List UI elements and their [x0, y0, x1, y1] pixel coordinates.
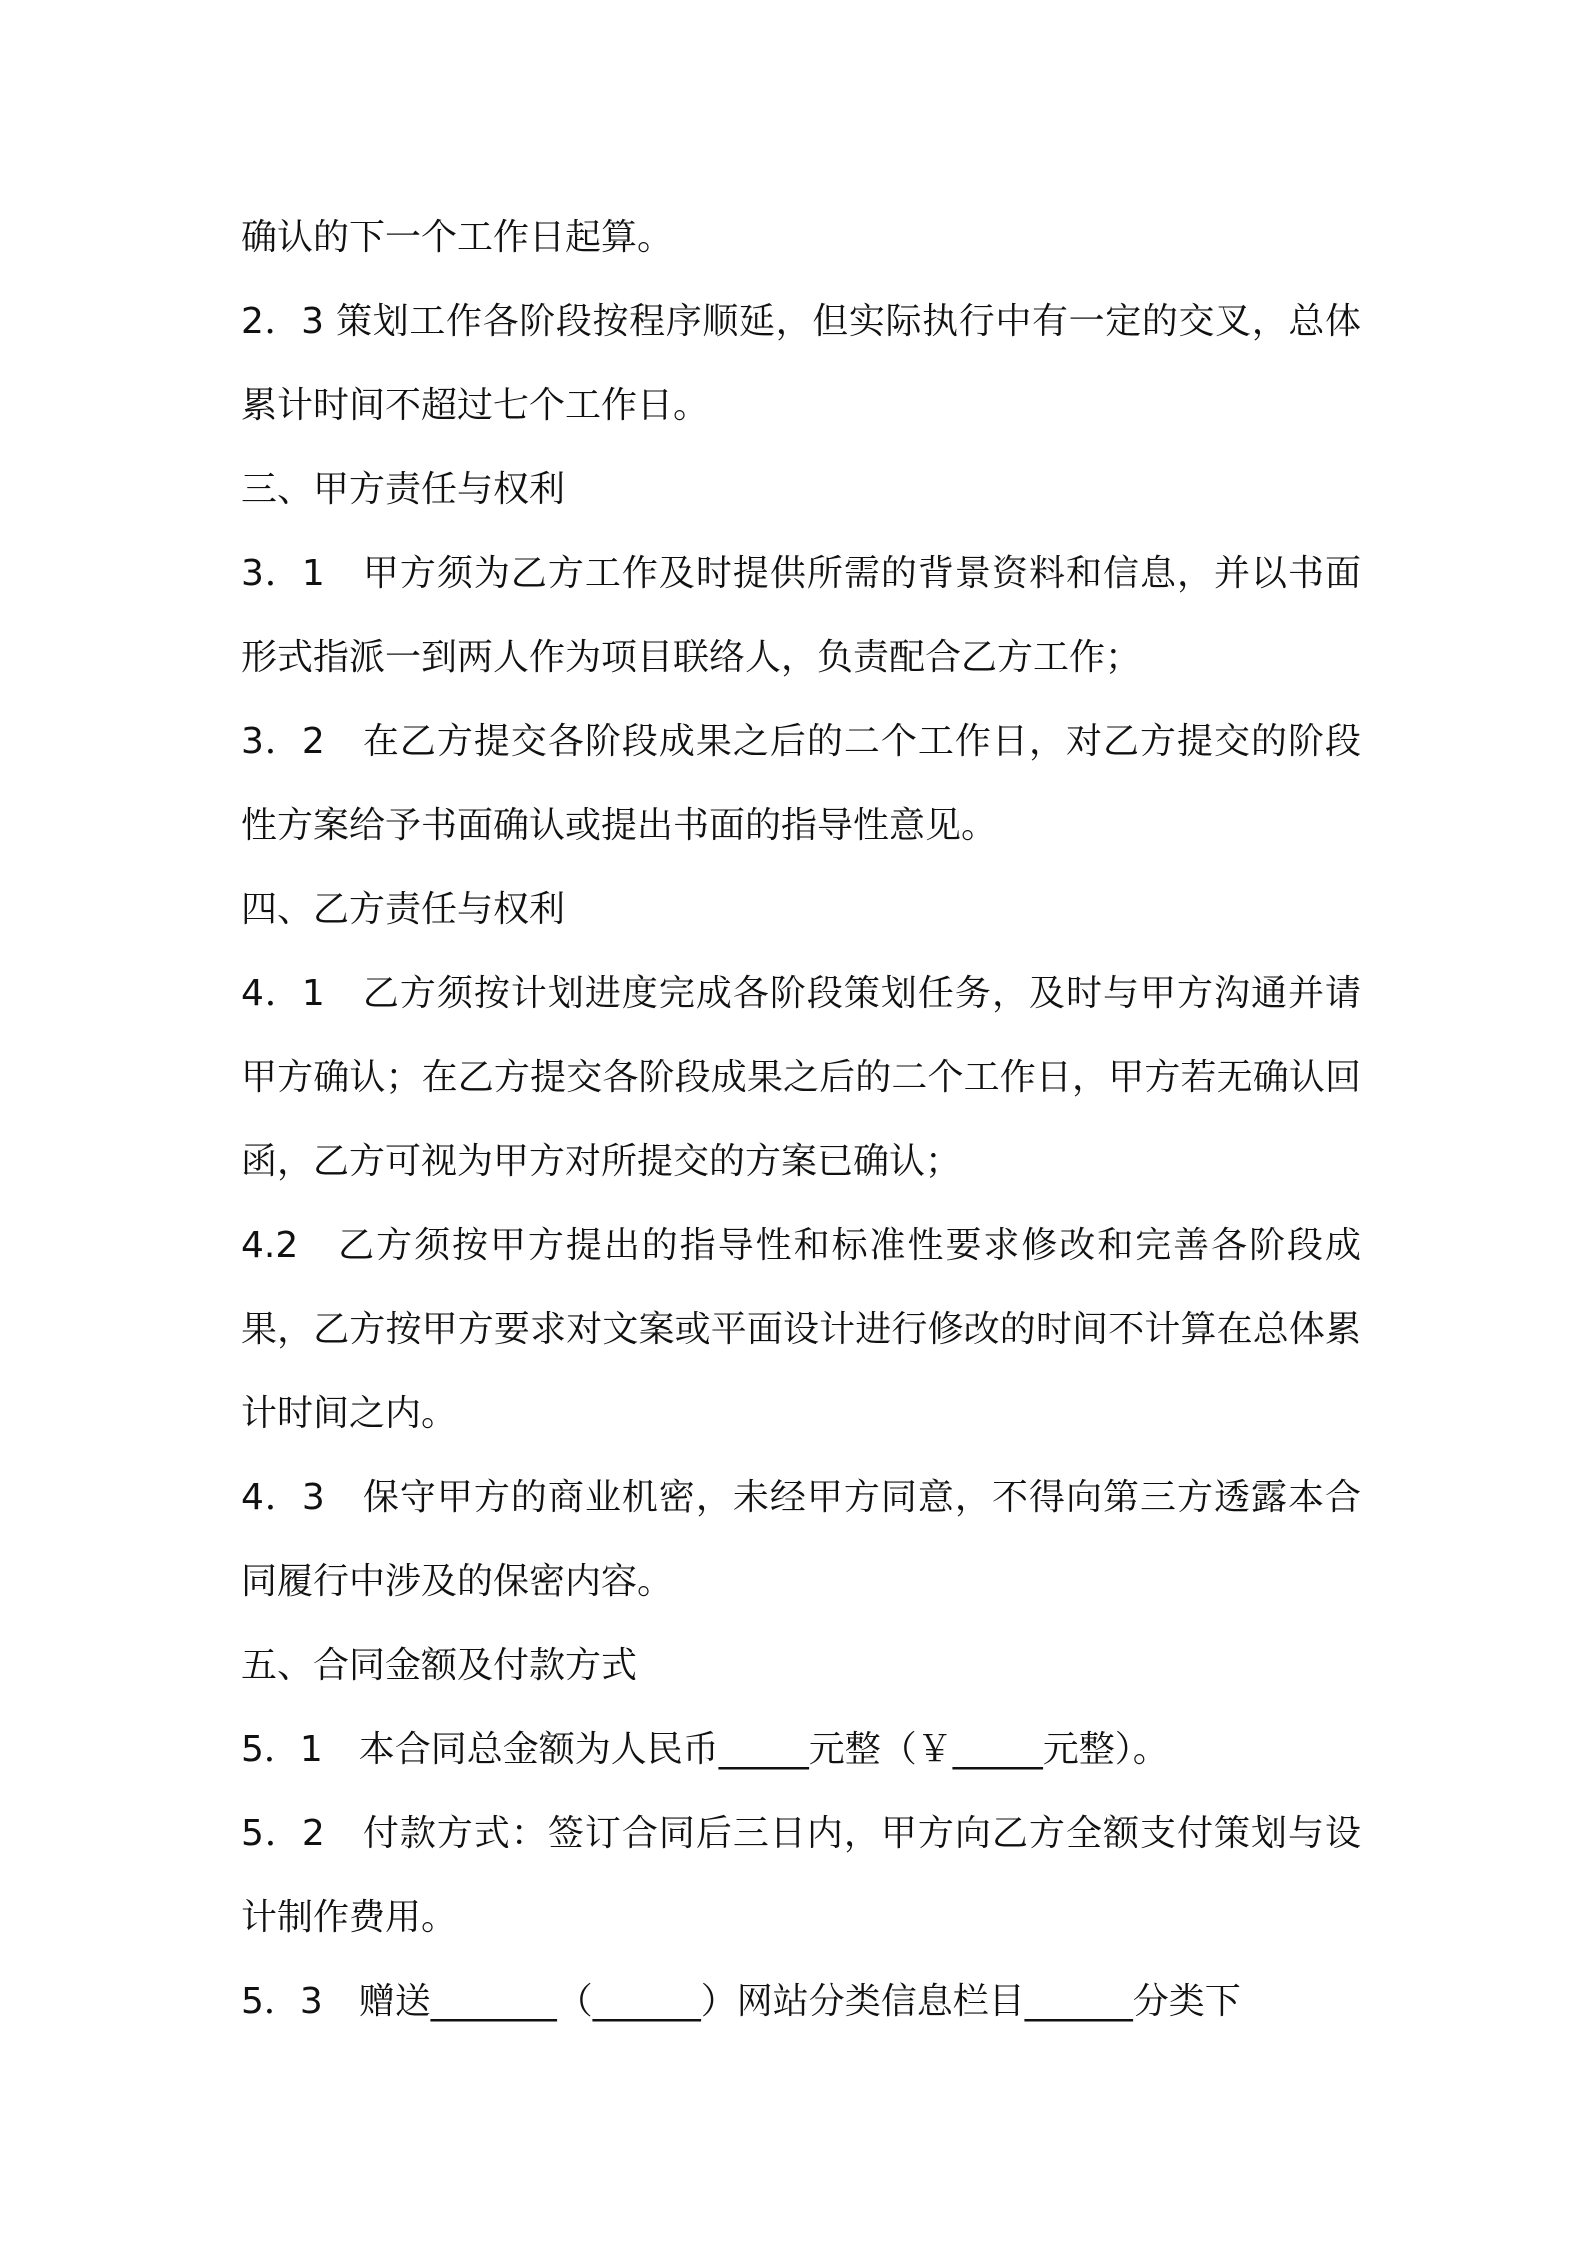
- clause-2-3: 2．3 策划工作各阶段按程序顺延，但实际执行中有一定的交叉，总体累计时间不超过七个工作日。: [241, 301, 1361, 426]
- clause-5-3: 5．3 赠送_______（______）网站分类信息栏目______分类下: [241, 1981, 1241, 2022]
- clause-3-1: 3．1 甲方须为乙方工作及时提供所需的背景资料和信息，并以书面形式指派一到两人作为项目联络人，负责配合乙方工作；: [241, 553, 1361, 678]
- clause-3-2: 3．2 在乙方提交各阶段成果之后的二个工作日，对乙方提交的阶段性方案给予书面确认或提出书面的指导性意见。: [241, 721, 1361, 846]
- clause-4-1: 4．1 乙方须按计划进度完成各阶段策划任务，及时与甲方沟通并请甲方确认；在乙方提交各阶段成果之后的二个工作日，甲方若无确认回函，乙方可视为甲方对所提交的方案已确认；: [241, 973, 1361, 1182]
- section-heading-4: 四、乙方责任与权利: [241, 889, 566, 930]
- clause-5-1: 5．1 本合同总金额为人民币_____元整（￥_____元整）。: [241, 1729, 1169, 1770]
- clause-5-2: 5．2 付款方式：签订合同后三日内，甲方向乙方全额支付策划与设计制作费用。: [241, 1813, 1361, 1938]
- clause-4-3: 4．3 保守甲方的商业机密，未经甲方同意，不得向第三方透露本合同履行中涉及的保密内容。: [241, 1477, 1361, 1602]
- section-heading-3: 三、甲方责任与权利: [241, 469, 566, 510]
- document-body: [241, 196, 1361, 2044]
- clause-4-2: 4.2 乙方须按甲方提出的指导性和标准性要求修改和完善各阶段成果，乙方按甲方要求对文案或平面设计进行修改的时间不计算在总体累计时间之内。: [241, 1225, 1361, 1434]
- paragraph-continuation: 确认的下一个工作日起算。: [241, 217, 674, 258]
- section-heading-5: 五、合同金额及付款方式: [241, 1645, 638, 1686]
